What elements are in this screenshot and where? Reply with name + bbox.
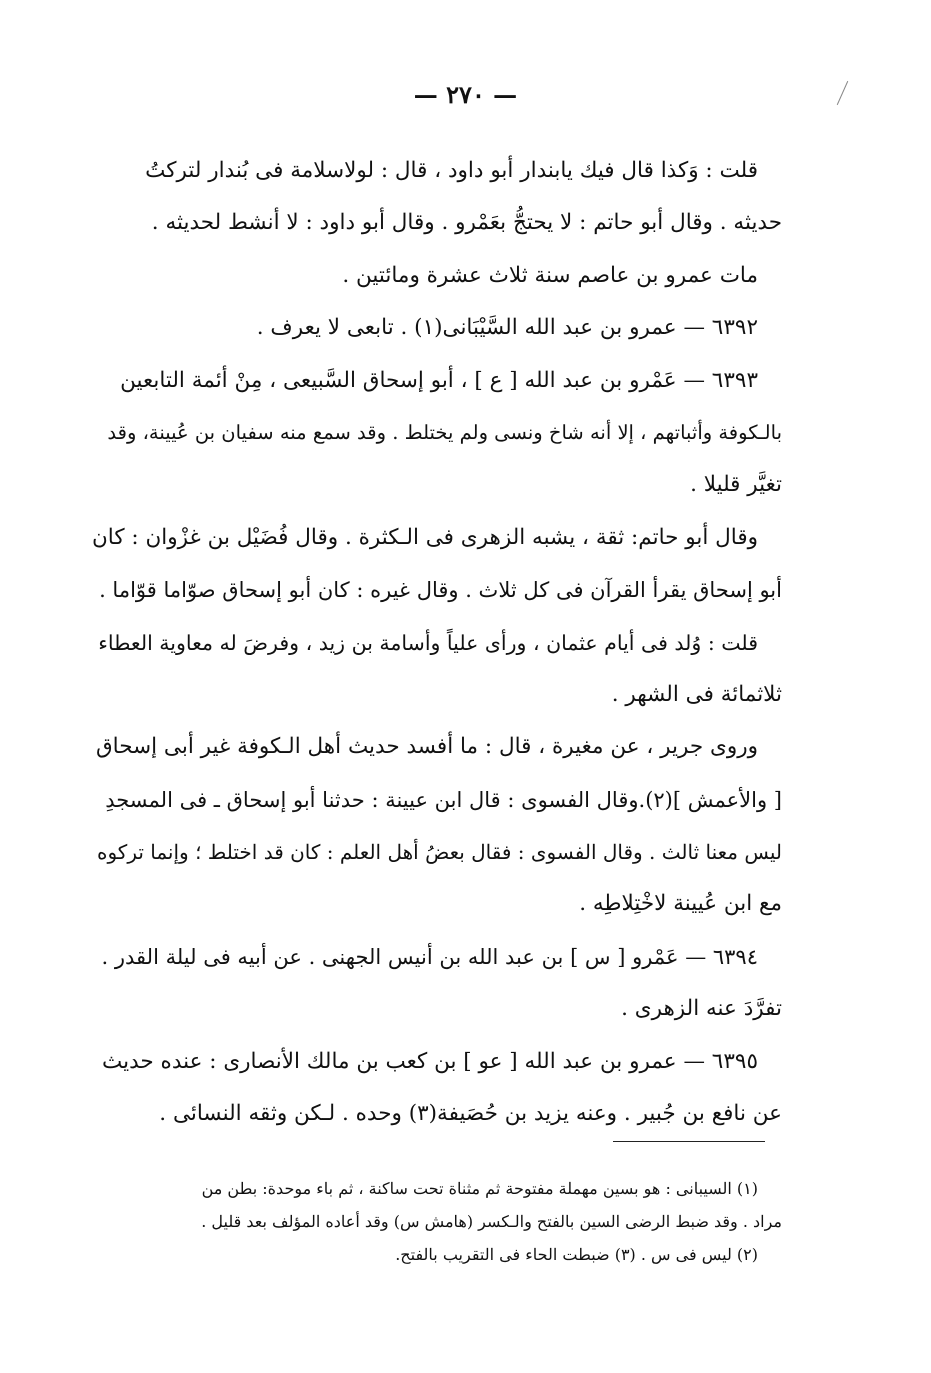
footnote-divider bbox=[613, 1141, 765, 1142]
text-line: قلت : وُلد فى أيام عثمان ، ورأى علياً وأسامة بن زيد ، وفرضَ له معاوية العطاء bbox=[98, 630, 758, 655]
text-line: ليس معنا ثالث . وقال الفسوى : فقال بعضُ أهل العلم : كان قد اختلط ؛ وإنما تركوه bbox=[96, 840, 782, 865]
footnote-line: (١) السيبانى : هو بسين مهملة مفتوحة ثم مثناة تحت ساكنة ، ثم باء موحدة: بطن من bbox=[201, 1179, 758, 1198]
text-line: حديثه . وقال أبو حاتم : لا يحتجُّ بعَمْرو . وقال أبو داود : لا أنشط لحديثه . bbox=[151, 210, 782, 236]
text-line: تغيَّر قليلا . bbox=[690, 472, 782, 498]
text-line: تفرَّدَ عنه الزهرى . bbox=[621, 996, 782, 1022]
text-line: وروى جرير ، عن مغيرة ، قال : ما أفسد حديث أهل الـكوفة غير أبى إسحاق bbox=[96, 734, 758, 760]
entry-6392: ٦٣٩٢ — عمرو بن عبد الله السَّيْبَانى(١) . تابعى لا يعرف . bbox=[256, 315, 758, 341]
text-line: ثلاثمائة فى الشهر . bbox=[611, 681, 782, 707]
footnote-line: (٢) ليس فى س . (٣) ضبطت الحاء فى التقريب بالفتح. bbox=[395, 1245, 758, 1264]
entry-6395: ٦٣٩٥ — عمرو بن عبد الله [ عو ] بن كعب بن مالك الأنصارى : عنده حديث bbox=[102, 1048, 758, 1074]
text-line: [ والأعمش ](٢).وقال الفسوى : قال ابن عيينة : حدثنا أبو إسحاق ـ فى المسجدِ bbox=[105, 787, 782, 812]
entry-6394: ٦٣٩٤ — عَمْرو [ س ] بن عبد الله بن أنيس الجهنى . عن أبيه فى ليلة القدر . bbox=[101, 944, 758, 969]
footnote-line: مراد . وقد ضبط الرضى السين بالفتح والـكسر (هامش س) وقد أعاده المؤلف بعد قليل . bbox=[201, 1212, 782, 1231]
text-line: مع ابن عُيينة لاخْتِلاطِه . bbox=[579, 891, 782, 917]
main-text bbox=[92, 145, 782, 1140]
text-line: قلت : وَكذا قال فيك يابندار أبو داود ، قال : لولاسلامة فى بُندار لتركتُ bbox=[145, 158, 758, 183]
footnotes bbox=[92, 1172, 782, 1271]
entry-6393: ٦٣٩٣ — عَمْرو بن عبد الله [ ع ] ، أبو إسحاق السَّبيعى ، مِنْ أئمة التابعين bbox=[120, 367, 758, 393]
text-line: مات عمرو بن عاصم سنة ثلاث عشرة ومائتين . bbox=[342, 262, 758, 288]
text-line: وقال أبو حاتم: ثقة ، يشبه الزهرى فى الـكثرة . وقال فُضَيْل بن غزْوان : كان bbox=[92, 524, 758, 550]
page-number: — ٢٧٠ — bbox=[413, 80, 518, 109]
text-line: عن نافع بن جُبير . وعنه يزيد بن حُصَيفة(٣) وحده . لـكن وثقه النسائى . bbox=[159, 1101, 782, 1127]
text-line: بالـكوفة وأثباتهم ، إلا أنه شاخ ونسى ولم يختلط . وقد سمع منه سفيان بن عُيينة، وقد bbox=[107, 420, 782, 444]
text-line: أبو إسحاق يقرأ القرآن فى كل ثلاث . وقال غيره : كان أبو إسحاق صوّاما قوّاما . bbox=[99, 578, 782, 603]
